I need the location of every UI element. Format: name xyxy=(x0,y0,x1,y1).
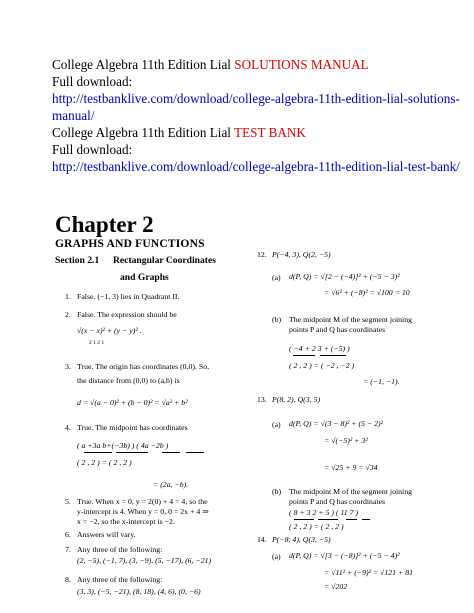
exercise-13a-line-1: d(P, Q) = √(3 − 8)² + (5 − 2)² xyxy=(289,419,383,428)
exercise-14a-line-1: d(P, Q) = √[3 − (−8)]² + (−5 − 4)² xyxy=(289,551,400,560)
header-line-1 xyxy=(52,56,369,73)
chapter-subtitle: GRAPHS AND FUNCTIONS xyxy=(55,238,205,250)
exercise-8-points: (3, 3), (−5, −21), (8, 18), (4, 6), (0, −6) xyxy=(77,587,201,596)
solutions-manual-link-cont[interactable]: manual/ xyxy=(52,108,95,123)
exercise-14a-line-3: = √202 xyxy=(324,582,348,591)
exercise-4-result: = (2a, −b). xyxy=(153,480,189,489)
exercise-12-number: 12. xyxy=(257,250,267,259)
exercise-12b-denominators: ( 2 , 2 ) = ( −2 , −2 ) xyxy=(289,361,355,370)
exercise-12b-result: = (−1, −1). xyxy=(363,377,400,386)
solutions-manual-label: SOLUTIONS MANUAL xyxy=(234,57,369,72)
test-bank-label: TEST BANK xyxy=(234,125,306,140)
full-download-label: Full download: xyxy=(52,74,133,89)
exercise-13b-text-2: points P and Q has coordinates xyxy=(289,497,386,506)
fraction-bar xyxy=(318,519,338,520)
chapter-title: Chapter 2 xyxy=(55,212,154,237)
exercise-7-number: 7. xyxy=(65,545,71,554)
exercise-4-midpoint-denominators: ( 2 , 2 ) = ( 2 , 2 ) xyxy=(77,458,132,467)
fraction-bar xyxy=(294,519,314,520)
exercise-13b-denominators: ( 2 , 2 ) = ( 2 , 2 ) xyxy=(289,522,344,531)
exercise-14a-label: (a) xyxy=(272,552,281,561)
fraction-bar xyxy=(186,452,204,453)
exercise-14a-line-2: = √11² + (−9)² = √121 + 81 xyxy=(324,568,413,577)
exercise-13-points: P(8, 2), Q(3, 5) xyxy=(272,395,321,404)
exercise-3-number: 3. xyxy=(65,362,71,371)
fraction-bar xyxy=(162,452,180,453)
exercise-3-formula: d = √(a − 0)² + (b − 0)² = √a² + b² xyxy=(77,398,188,407)
exercise-1-text: False. (−1, 3) lies in Quadrant II. xyxy=(77,292,180,301)
book-title-2: College Algebra 11th Edition Lial xyxy=(52,125,235,140)
exercise-4-text: True. The midpoint has coordinates xyxy=(77,423,188,432)
exercise-14-number: 14. xyxy=(257,535,267,544)
fraction-bar xyxy=(116,452,148,453)
exercise-7-text: Any three of the following: xyxy=(77,545,163,554)
exercise-12b-text-2: points P and Q has coordinates xyxy=(289,325,386,334)
exercise-7-points: (2, −5), (−1, 7), (3, −9), (5, −17), (6, −21) xyxy=(77,556,212,565)
exercise-12-points: P(−4, 3), Q(2, −5) xyxy=(272,250,331,259)
exercise-6-text: Answers will vary. xyxy=(77,530,136,539)
exercise-2-number: 2. xyxy=(65,310,71,319)
fraction-bar xyxy=(346,519,357,520)
exercise-13a-label: (a) xyxy=(272,420,281,429)
exercise-13a-line-3: = √25 + 9 = √34 xyxy=(324,463,378,472)
exercise-5-number: 5. xyxy=(65,497,71,506)
exercise-2-text: False. The expression should be xyxy=(77,310,177,319)
exercise-2-subscripts: 2 1 2 1 xyxy=(89,340,105,346)
exercise-12a-line-1: d(P, Q) = √[2 − (−4)]² + (−5 − 3)² xyxy=(289,272,400,281)
section-title-line-2: and Graphs xyxy=(120,272,169,283)
exercise-5-text-3: x = −2, so the x-intercept is −2. xyxy=(77,517,175,526)
fraction-bar xyxy=(320,355,346,356)
test-bank-link[interactable]: http://testbanklive.com/download/college-algebra-11th-edition-lial-test-bank/ xyxy=(52,159,460,174)
exercise-3-text-2: the distance from (0,0) to (a,b) is xyxy=(77,376,180,385)
exercise-13b-numerators: ( 8 + 3 2 + 5 ) ( 11 7 ) xyxy=(289,508,359,517)
exercise-13-number: 13. xyxy=(257,395,267,404)
exercise-1-number: 1. xyxy=(65,292,71,301)
exercise-3-text-1: True. The origin has coordinates (0,0). So, xyxy=(77,362,210,371)
fraction-bar xyxy=(84,452,112,453)
exercise-8-number: 8. xyxy=(65,575,71,584)
exercise-4-midpoint-numerators: ( a +3a b+(−3b) ) ( 4a −2b ) xyxy=(77,441,169,450)
exercise-5-text-1: True. When x = 0, y = 2(0) + 4 = 4, so the xyxy=(77,497,208,506)
book-title: College Algebra 11th Edition Lial xyxy=(52,57,235,72)
exercise-12a-label: (a) xyxy=(272,273,281,282)
fraction-bar xyxy=(293,355,315,356)
header-line-5 xyxy=(52,124,306,141)
exercise-13b-text-1: The midpoint M of the segment joining xyxy=(289,487,413,496)
fraction-bar xyxy=(362,519,370,520)
exercise-8-text: Any three of the following: xyxy=(77,575,163,584)
exercise-4-number: 4. xyxy=(65,423,71,432)
exercise-5-text-2: y-intercept is 4. When y = 0, 0 = 2x + 4 ⇒ xyxy=(77,507,209,516)
exercise-12a-line-2: = √6² + (−8)² = √100 = 10 xyxy=(324,288,410,297)
full-download-label-2: Full download: xyxy=(52,142,133,157)
exercise-13b-label: (b) xyxy=(272,487,282,496)
exercise-13a-line-2: = √(−5)² + 3² xyxy=(324,436,368,445)
exercise-14-points: P(−8, 4), Q(3, −5) xyxy=(272,535,331,544)
exercise-12b-text-1: The midpoint M of the segment joining xyxy=(289,315,413,324)
section-number: Section 2.1 xyxy=(55,255,100,266)
section-title-line-1: Rectangular Coordinates xyxy=(113,255,216,266)
exercise-6-number: 6. xyxy=(65,530,71,539)
exercise-2-formula: √(x − x)² + (y − y)² . xyxy=(77,326,142,335)
exercise-12b-label: (b) xyxy=(272,315,282,324)
solutions-manual-link[interactable]: http://testbanklive.com/download/college-algebra-11th-edition-lial-solutions- xyxy=(52,91,460,106)
exercise-12b-numerators: ( −4 + 2 3 + (−5) ) xyxy=(289,344,350,353)
